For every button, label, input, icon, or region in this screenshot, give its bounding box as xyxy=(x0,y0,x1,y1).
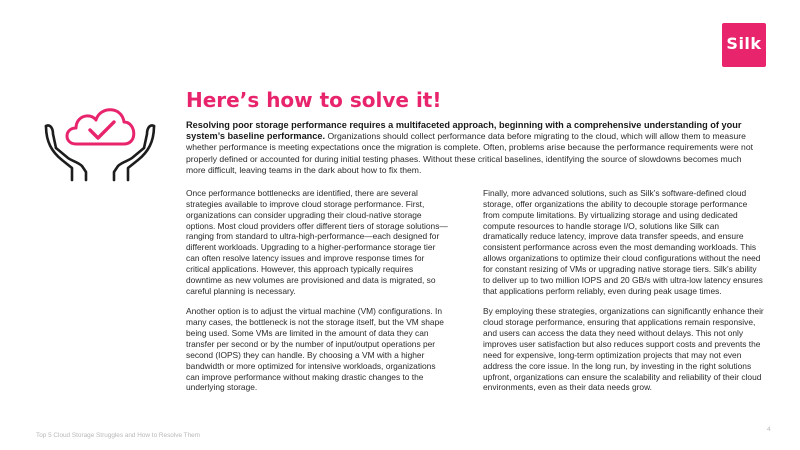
section-heading: Here’s how to solve it! xyxy=(186,88,442,112)
intro-bold-lead: Resolving poor storage performance requires a multifaceted approach, beginning with a comprehensive understanding of your system’s baseline performance. xyxy=(186,120,742,142)
left-paragraph-2: Another option is to adjust the virtual machine (VM) configurations. In many cases, the bottleneck is not the storage itself, but the VM shape being used. Some VMs are limited in the amount of data they can transfer per second or by the number of input/output operations per second (IOPS) they can handle. By choosing a VM with a higher bandwidth or more optimized for intensive workloads, organizations can improve performance without making drastic changes to the underlying storage. xyxy=(186,306,444,393)
intro-body: Organizations should collect performance data before migrating to the cloud, which will allow them to measure whether performance is meeting expectations once the migration is complete. Often, problems arise because the performance requirements were not properly defined or accounted for during initial testing phases. Without these critical baselines, identifying the source of slowdowns becomes much more difficult, leaving teams in the dark about how to fix them. xyxy=(186,131,753,175)
left-paragraph-1: Once performance bottlenecks are identified, there are several strategies available to improve cloud storage performance. First, organizations can consider upgrading their cloud-native storage options. Most cloud providers offer different tiers of storage solutions—ranging from standard to ultra-high-performance—each designed for different workloads. Upgrading to a higher-performance storage tier can often resolve latency issues and improve response times for critical applications. However, this approach typically requires downtime as new volumes are provisioned and data is migrated, so careful planning is necessary. xyxy=(186,188,448,296)
right-paragraph-2: By employing these strategies, organizations can significantly enhance their cloud storage performance, ensuring that applications remain responsive, and users can access the data they need without delays. This not only improves user satisfaction but also reduces support costs and prevents the need for expensive, long-term optimization projects that may not even address the core issue. In the long run, by investing in the right solutions upfront, organizations can ensure the scalability and reliability of their cloud environments, even as their data needs grow. xyxy=(483,306,764,393)
left-column xyxy=(186,188,450,403)
right-paragraph-1: Finally, more advanced solutions, such as Silk’s software-defined cloud storage, offer organizations the ability to decouple storage performance from compute limitations. By virtualizing storage and using dedicated compute resources to handle storage I/O, solutions like Silk can dramatically reduce latency, improve data transfer speeds, and ensure consistent performance across even the most demanding workloads. This allows organizations to optimize their cloud configurations without the need for constant resizing of VMs or upgrading native storage tiers. Silk’s ability to deliver up to two million IOPS and 20 GB/s with ultra-low latency ensures that applications perform reliably, even during peak usage times. xyxy=(483,188,763,296)
page-number: 4 xyxy=(767,426,771,433)
logo-text: Silk xyxy=(726,34,762,53)
right-column xyxy=(483,188,765,403)
footer-title: Top 5 Cloud Storage Struggles and How to Resolve Them xyxy=(36,432,200,439)
intro-paragraph xyxy=(186,120,762,176)
hands-holding-cloud-check-icon xyxy=(40,86,160,182)
silk-logo xyxy=(722,23,766,67)
